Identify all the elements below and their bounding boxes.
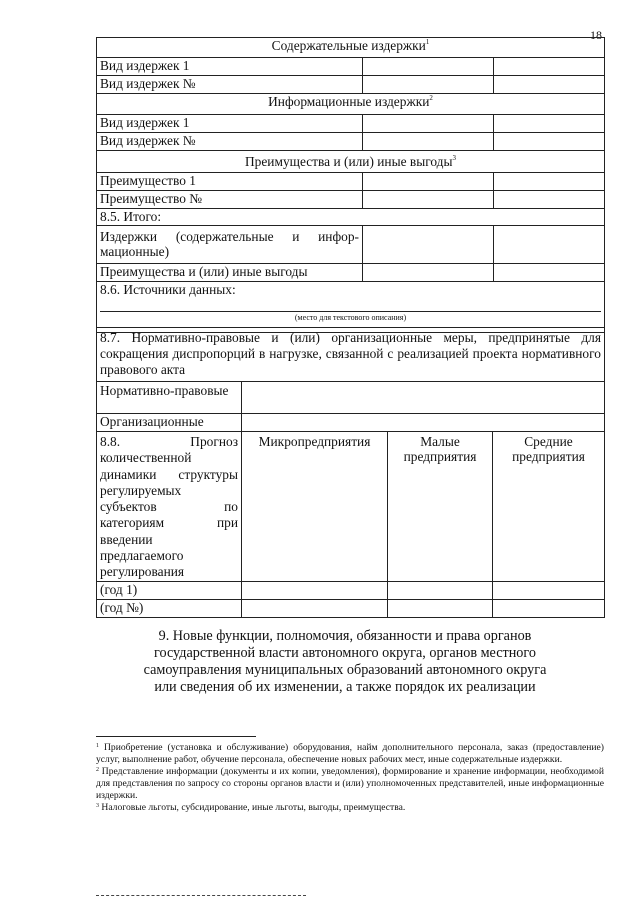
table-cell — [494, 264, 605, 282]
footnote-separator — [96, 736, 256, 737]
sources-label: 8.6. Источники данных: — [100, 282, 236, 297]
info-cost-row-label: Вид издержек № — [97, 133, 363, 151]
table-cell — [242, 382, 605, 414]
footnote-ref-2: 2 — [429, 94, 433, 102]
measures-table — [96, 327, 605, 618]
table-cell — [363, 76, 494, 94]
table-cell — [388, 599, 493, 617]
benefit-row-label: Преимущество № — [97, 191, 363, 209]
table-cell — [494, 191, 605, 209]
table-cell — [242, 581, 388, 599]
table-cell — [494, 58, 605, 76]
table-cell — [363, 173, 494, 191]
footnotes — [96, 742, 604, 814]
subst-costs-heading: Содержательные издержки$^1$ — [97, 38, 605, 58]
section-9-heading: 9. Новые функции, полномочия, обязанности и права органов государственной власти автономного округа, органов местного самоуправления муниципальных образований автономного округа или сведения об их изменении, а также порядок их реализации — [143, 628, 547, 695]
table-cell — [363, 115, 494, 133]
table-cell — [363, 58, 494, 76]
subst-cost-row-label: Вид издержек 1 — [97, 58, 363, 76]
footnote-3: $^3$ Налоговые льготы, субсидирование, иные льготы, выгоды, преимущества. — [96, 802, 406, 813]
sources-caption: (место для текстового описания) — [294, 313, 407, 322]
micro-enterprises-header: Микропредприятия — [242, 432, 388, 582]
bottom-line — [96, 895, 306, 896]
benefits-heading: Преимущества и (или) иные выгоды$^3$ — [97, 151, 605, 173]
medium-enterprises-header: Средние предприятия — [493, 432, 605, 582]
forecast-label: 8.8. Прогноз количественной динамики структуры регулируемых субъектов по категориям при введении предлагаемого регулирования — [97, 432, 242, 582]
total-label: 8.5. Итого: — [97, 209, 605, 226]
forecast-year-1: (год 1) — [97, 581, 242, 599]
sources-cell — [97, 282, 605, 333]
footnote-ref-3: 3 — [452, 154, 456, 162]
benefit-row-label: Преимущество 1 — [97, 173, 363, 191]
total-benefits-label: Преимущества и (или) иные выгоды — [97, 264, 363, 282]
legal-measures-label: Нормативно-правовые — [97, 382, 242, 414]
subst-cost-row-label: Вид издержек № — [97, 76, 363, 94]
table-cell — [493, 599, 605, 617]
page-number: 18 — [590, 28, 602, 42]
footnote-2: $^2$ Представление информации (документы и их копии, уведомления), формирование и хранение информации, необходимой для представления по запросу со стороны органов власти и (или) уполномоченных представителей, иные информационные издержки. — [96, 766, 604, 801]
info-costs-heading: Информационные издержки$^2$ — [97, 94, 605, 115]
measures-label: 8.7. Нормативно-правовые и (или) организационные меры, предпринятые для сокращения диспропорций в нагрузке, связанной с реализацией проекта нормативного правового акта — [97, 328, 605, 382]
info-cost-row-label: Вид издержек 1 — [97, 115, 363, 133]
organizational-measures-label: Организационные — [97, 414, 242, 432]
total-costs-label: Издержки (содержательные и инфор-мационные) — [97, 226, 363, 264]
table-cell — [242, 414, 605, 432]
table-cell — [494, 173, 605, 191]
table-cell — [363, 264, 494, 282]
table-cell — [494, 226, 605, 264]
footnote-ref-1: 1 — [425, 38, 430, 46]
cost-benefit-table — [96, 37, 605, 333]
table-cell — [494, 115, 605, 133]
table-cell — [388, 581, 493, 599]
forecast-year-n: (год №) — [97, 599, 242, 617]
text-line — [100, 297, 601, 312]
small-enterprises-header: Малые предприятия — [388, 432, 493, 582]
table-cell — [363, 133, 494, 151]
table-cell — [363, 226, 494, 264]
footnote-1: $^1$ Приобретение (установка и обслуживание) оборудования, найм дополнительного персонала, заказ (предоставление) услуг, выполнение работ, обучение персонала, обеспечение новых рабочих мест, иные содержательные издержки. — [96, 742, 604, 765]
table-cell — [494, 76, 605, 94]
table-cell — [493, 581, 605, 599]
table-cell — [363, 191, 494, 209]
table-cell — [494, 133, 605, 151]
table-cell — [242, 599, 388, 617]
